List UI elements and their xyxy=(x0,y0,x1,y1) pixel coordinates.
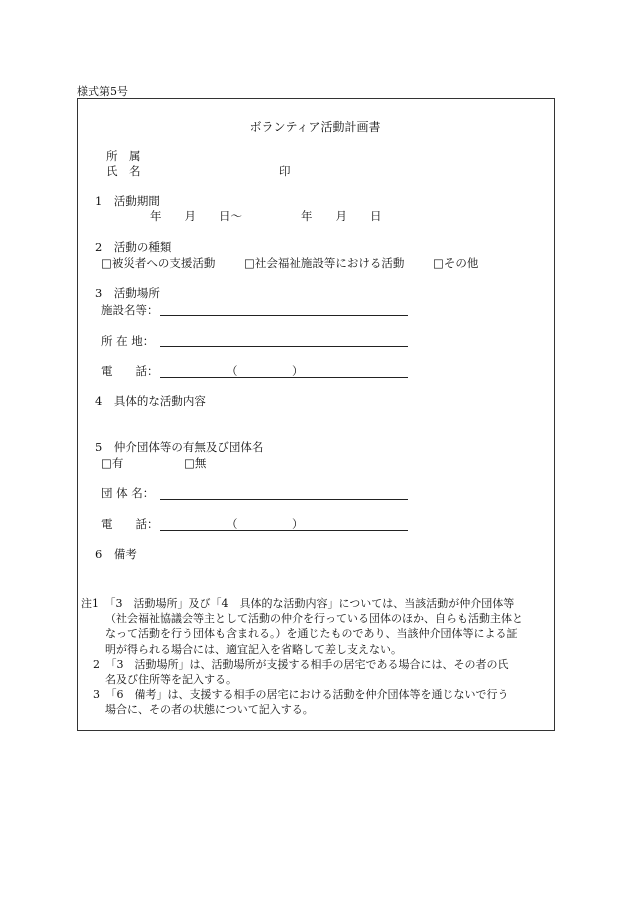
address-field[interactable] xyxy=(160,346,408,347)
section-activity-type: 2 活動の種類 xyxy=(95,240,172,254)
period-to: 年 月 日 xyxy=(301,209,382,223)
note-3-line: 場合に、その者の状態について記入する。 xyxy=(105,703,314,717)
org-phone-field[interactable] xyxy=(160,530,408,531)
section-activity-details: 4 具体的な活動内容 xyxy=(95,394,206,408)
phone-paren-close: ） xyxy=(292,364,304,378)
affiliation-label: 所 属 xyxy=(106,149,141,163)
note-1-line: なって活動を行う団体も含まれる。）を通じたものであり、当該仲介団体等による証 xyxy=(105,627,518,641)
form-number: 様式第5号 xyxy=(77,85,128,98)
section-remarks: 6 備考 xyxy=(95,547,137,561)
phone-paren-open: （ xyxy=(226,364,238,378)
activity-type-option[interactable]: □社会福祉施設等における活動 xyxy=(244,256,405,270)
period-from: 年 月 日〜 xyxy=(150,209,242,223)
note-2-line: 2 「3 活動場所」は、活動場所が支援する相手の居宅である場合には、その者の氏 xyxy=(93,657,509,671)
org-name-field[interactable] xyxy=(160,499,408,500)
seal-label: 印 xyxy=(279,164,291,178)
section-activity-location: 3 活動場所 xyxy=(95,286,160,300)
address-label: 所 在 地： xyxy=(101,334,155,348)
name-label: 氏 名 xyxy=(106,164,141,178)
note-1-line: 明が得られる場合には、適宜記入を省略して差し支えない。 xyxy=(105,642,402,656)
activity-type-option[interactable]: □被災者への支援活動 xyxy=(101,256,216,270)
section-activity-period: 1 活動期間 xyxy=(95,194,160,208)
org-name-label: 団 体 名： xyxy=(101,486,155,500)
note-1-line: （社会福祉協議会等主として活動の仲介を行っている団体のほか、自らも活動主体と xyxy=(105,612,523,626)
note-1-line: 注1 「3 活動場所」及び「4 具体的な活動内容」については、当該活動が仲介団体等 xyxy=(81,597,515,610)
facility-field[interactable] xyxy=(160,315,408,316)
form-title: ボランティア活動計画書 xyxy=(249,120,381,134)
section-intermediary: 5 仲介団体等の有無及び団体名 xyxy=(95,440,264,454)
intermediary-option-yes[interactable]: □有 xyxy=(101,456,124,470)
phone-label: 電 話： xyxy=(101,364,159,378)
activity-type-option[interactable]: □その他 xyxy=(433,256,479,270)
org-phone-label: 電 話： xyxy=(101,517,159,531)
org-phone-paren-open: （ xyxy=(226,517,238,531)
note-3-line: 3 「6 備考」は、支援する相手の居宅における活動を仲介団体等を通じないで行う xyxy=(93,688,509,702)
org-phone-paren-close: ） xyxy=(292,517,304,531)
phone-field[interactable] xyxy=(160,377,408,378)
intermediary-option-no[interactable]: □無 xyxy=(184,456,207,470)
note-1 xyxy=(81,596,551,718)
note-2-line: 名及び住所等を記入する。 xyxy=(105,673,237,687)
facility-label: 施設名等： xyxy=(101,303,159,317)
